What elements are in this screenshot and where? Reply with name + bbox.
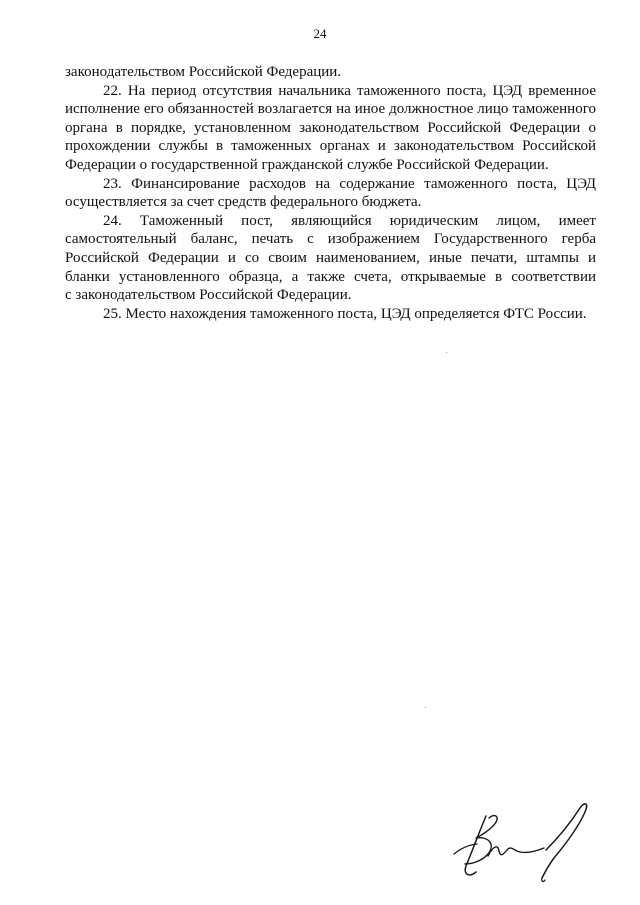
- text-line: 24. Таможенный пост, являющийся юридическим лицом, имеет: [103, 212, 596, 229]
- text-line: бланки установленного образца, а также счета, открываемые в соответствии: [65, 268, 596, 285]
- signature-stroke: [488, 847, 544, 856]
- text-line: осуществляется за счет средств федерального бюджета.: [65, 194, 422, 211]
- paragraph-21-end: [65, 63, 596, 82]
- text-line: органа в порядке, установленном законодательством Российской Федерации о: [65, 119, 596, 136]
- text-line: 23. Финансирование расходов на содержание таможенного поста, ЦЭД: [103, 175, 596, 192]
- handwritten-signature: [446, 794, 596, 889]
- scan-speck: [446, 352, 447, 353]
- text-line: с законодательством Российской Федерации.: [65, 287, 352, 304]
- text-line: 25. Место нахождения таможенного поста, ЦЭД определяется ФТС России.: [103, 305, 587, 322]
- text-line: Российской Федерации и со своим наименованием, иные печати, штампы и: [65, 249, 596, 266]
- text-line: самостоятельный баланс, печать с изображением Государственного герба: [65, 231, 596, 248]
- paragraph-24: [65, 212, 596, 305]
- paragraph-23: [65, 175, 596, 212]
- page-number: 24: [313, 26, 327, 41]
- text-line: законодательством Российской Федерации.: [65, 64, 342, 80]
- scan-speck: [425, 707, 426, 708]
- paragraph-25: [65, 305, 596, 324]
- signature-stroke: [542, 878, 545, 881]
- text-line: 22. На период отсутствия начальника таможенного поста, ЦЭД временное: [103, 82, 596, 99]
- text-line: Федерации о государственной гражданской службе Российской Федерации.: [65, 156, 549, 173]
- text-line: прохождении службы в таможенных органах и законодательством Российской: [65, 138, 596, 155]
- text-line: исполнение его обязанностей возлагается на иное должностное лицо таможенного: [65, 101, 596, 118]
- signature-stroke: [542, 804, 587, 878]
- paragraph-22: [65, 82, 596, 175]
- document-body: [65, 63, 596, 323]
